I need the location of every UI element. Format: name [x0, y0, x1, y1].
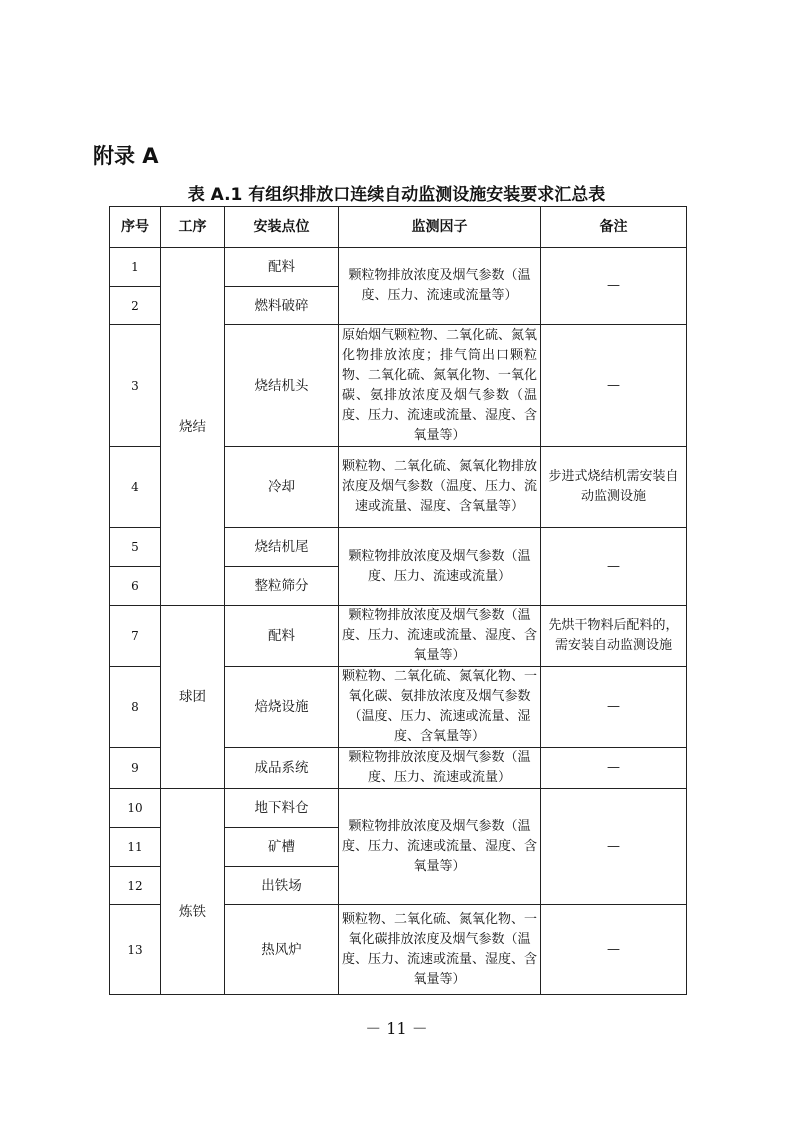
row-no: 2 — [110, 287, 161, 325]
point-cell: 成品系统 — [225, 748, 339, 789]
factor-cell: 颗粒物排放浓度及烟气参数（温度、压力、流速或流量、湿度、含氧量等） — [339, 789, 541, 905]
process-cell: 球团 — [161, 606, 225, 789]
header-remark: 备注 — [541, 207, 687, 248]
row-no: 11 — [110, 828, 161, 867]
row-no: 12 — [110, 867, 161, 905]
factor-cell: 颗粒物排放浓度及烟气参数（温度、压力、流速或流量） — [339, 748, 541, 789]
point-cell: 地下料仓 — [225, 789, 339, 828]
point-cell: 烧结机尾 — [225, 528, 339, 567]
header-no: 序号 — [110, 207, 161, 248]
row-no: 1 — [110, 248, 161, 287]
remark-cell: — — [541, 905, 687, 995]
table-row — [110, 789, 687, 828]
remark-cell: 步进式烧结机需安装自动监测设施 — [541, 447, 687, 528]
row-no: 13 — [110, 905, 161, 995]
factor-cell: 颗粒物、二氧化硫、氮氧化物排放浓度及烟气参数（温度、压力、流速或流量、湿度、含氧量等） — [339, 447, 541, 528]
point-cell: 配料 — [225, 248, 339, 287]
remark-cell: — — [541, 789, 687, 905]
row-no: 5 — [110, 528, 161, 567]
table-row — [110, 248, 687, 287]
row-no: 4 — [110, 447, 161, 528]
remark-cell: — — [541, 325, 687, 447]
row-no: 9 — [110, 748, 161, 789]
remark-cell: — — [541, 528, 687, 606]
factor-cell: 原始烟气颗粒物、二氧化硫、氮氧化物排放浓度；排气筒出口颗粒物、二氧化硫、氮氧化物、一氧化碳、氨排放浓度及烟气参数（温度、压力、流速或流量、湿度、含氧量等） — [339, 325, 541, 447]
factor-cell: 颗粒物排放浓度及烟气参数（温度、压力、流速或流量） — [339, 528, 541, 606]
remark-cell: 先烘干物料后配料的，需安装自动监测设施 — [541, 606, 687, 667]
process-cell: 炼铁 — [161, 789, 225, 995]
point-cell: 烧结机头 — [225, 325, 339, 447]
point-cell: 热风炉 — [225, 905, 339, 995]
process-cell: 烧结 — [161, 248, 225, 606]
requirements-table — [109, 206, 687, 995]
factor-cell: 颗粒物排放浓度及烟气参数（温度、压力、流速或流量、湿度、含氧量等） — [339, 606, 541, 667]
point-cell: 配料 — [225, 606, 339, 667]
point-cell: 矿槽 — [225, 828, 339, 867]
factor-cell: 颗粒物、二氧化硫、氮氧化物、一氧化碳排放浓度及烟气参数（温度、压力、流速或流量、湿度、含氧量等） — [339, 905, 541, 995]
factor-cell: 颗粒物、二氧化硫、氮氧化物、一氧化碳、氨排放浓度及烟气参数（温度、压力、流速或流量、湿度、含氧量等） — [339, 667, 541, 748]
table-header-row — [110, 207, 687, 248]
point-cell: 焙烧设施 — [225, 667, 339, 748]
remark-cell: — — [541, 748, 687, 789]
row-no: 6 — [110, 567, 161, 606]
header-process: 工序 — [161, 207, 225, 248]
point-cell: 出铁场 — [225, 867, 339, 905]
row-no: 7 — [110, 606, 161, 667]
appendix-heading: 附录 A — [93, 144, 159, 168]
point-cell: 冷却 — [225, 447, 339, 528]
header-point: 安装点位 — [225, 207, 339, 248]
remark-cell: — — [541, 248, 687, 325]
table-row — [110, 606, 687, 667]
header-factor: 监测因子 — [339, 207, 541, 248]
remark-cell: — — [541, 667, 687, 748]
point-cell: 整粒筛分 — [225, 567, 339, 606]
table-caption: 表 A.1 有组织排放口连续自动监测设施安装要求汇总表 — [187, 185, 606, 205]
point-cell: 燃料破碎 — [225, 287, 339, 325]
factor-cell: 颗粒物排放浓度及烟气参数（温度、压力、流速或流量等） — [339, 248, 541, 325]
row-no: 3 — [110, 325, 161, 447]
row-no: 8 — [110, 667, 161, 748]
page-number: － 11 － — [365, 1019, 428, 1038]
row-no: 10 — [110, 789, 161, 828]
